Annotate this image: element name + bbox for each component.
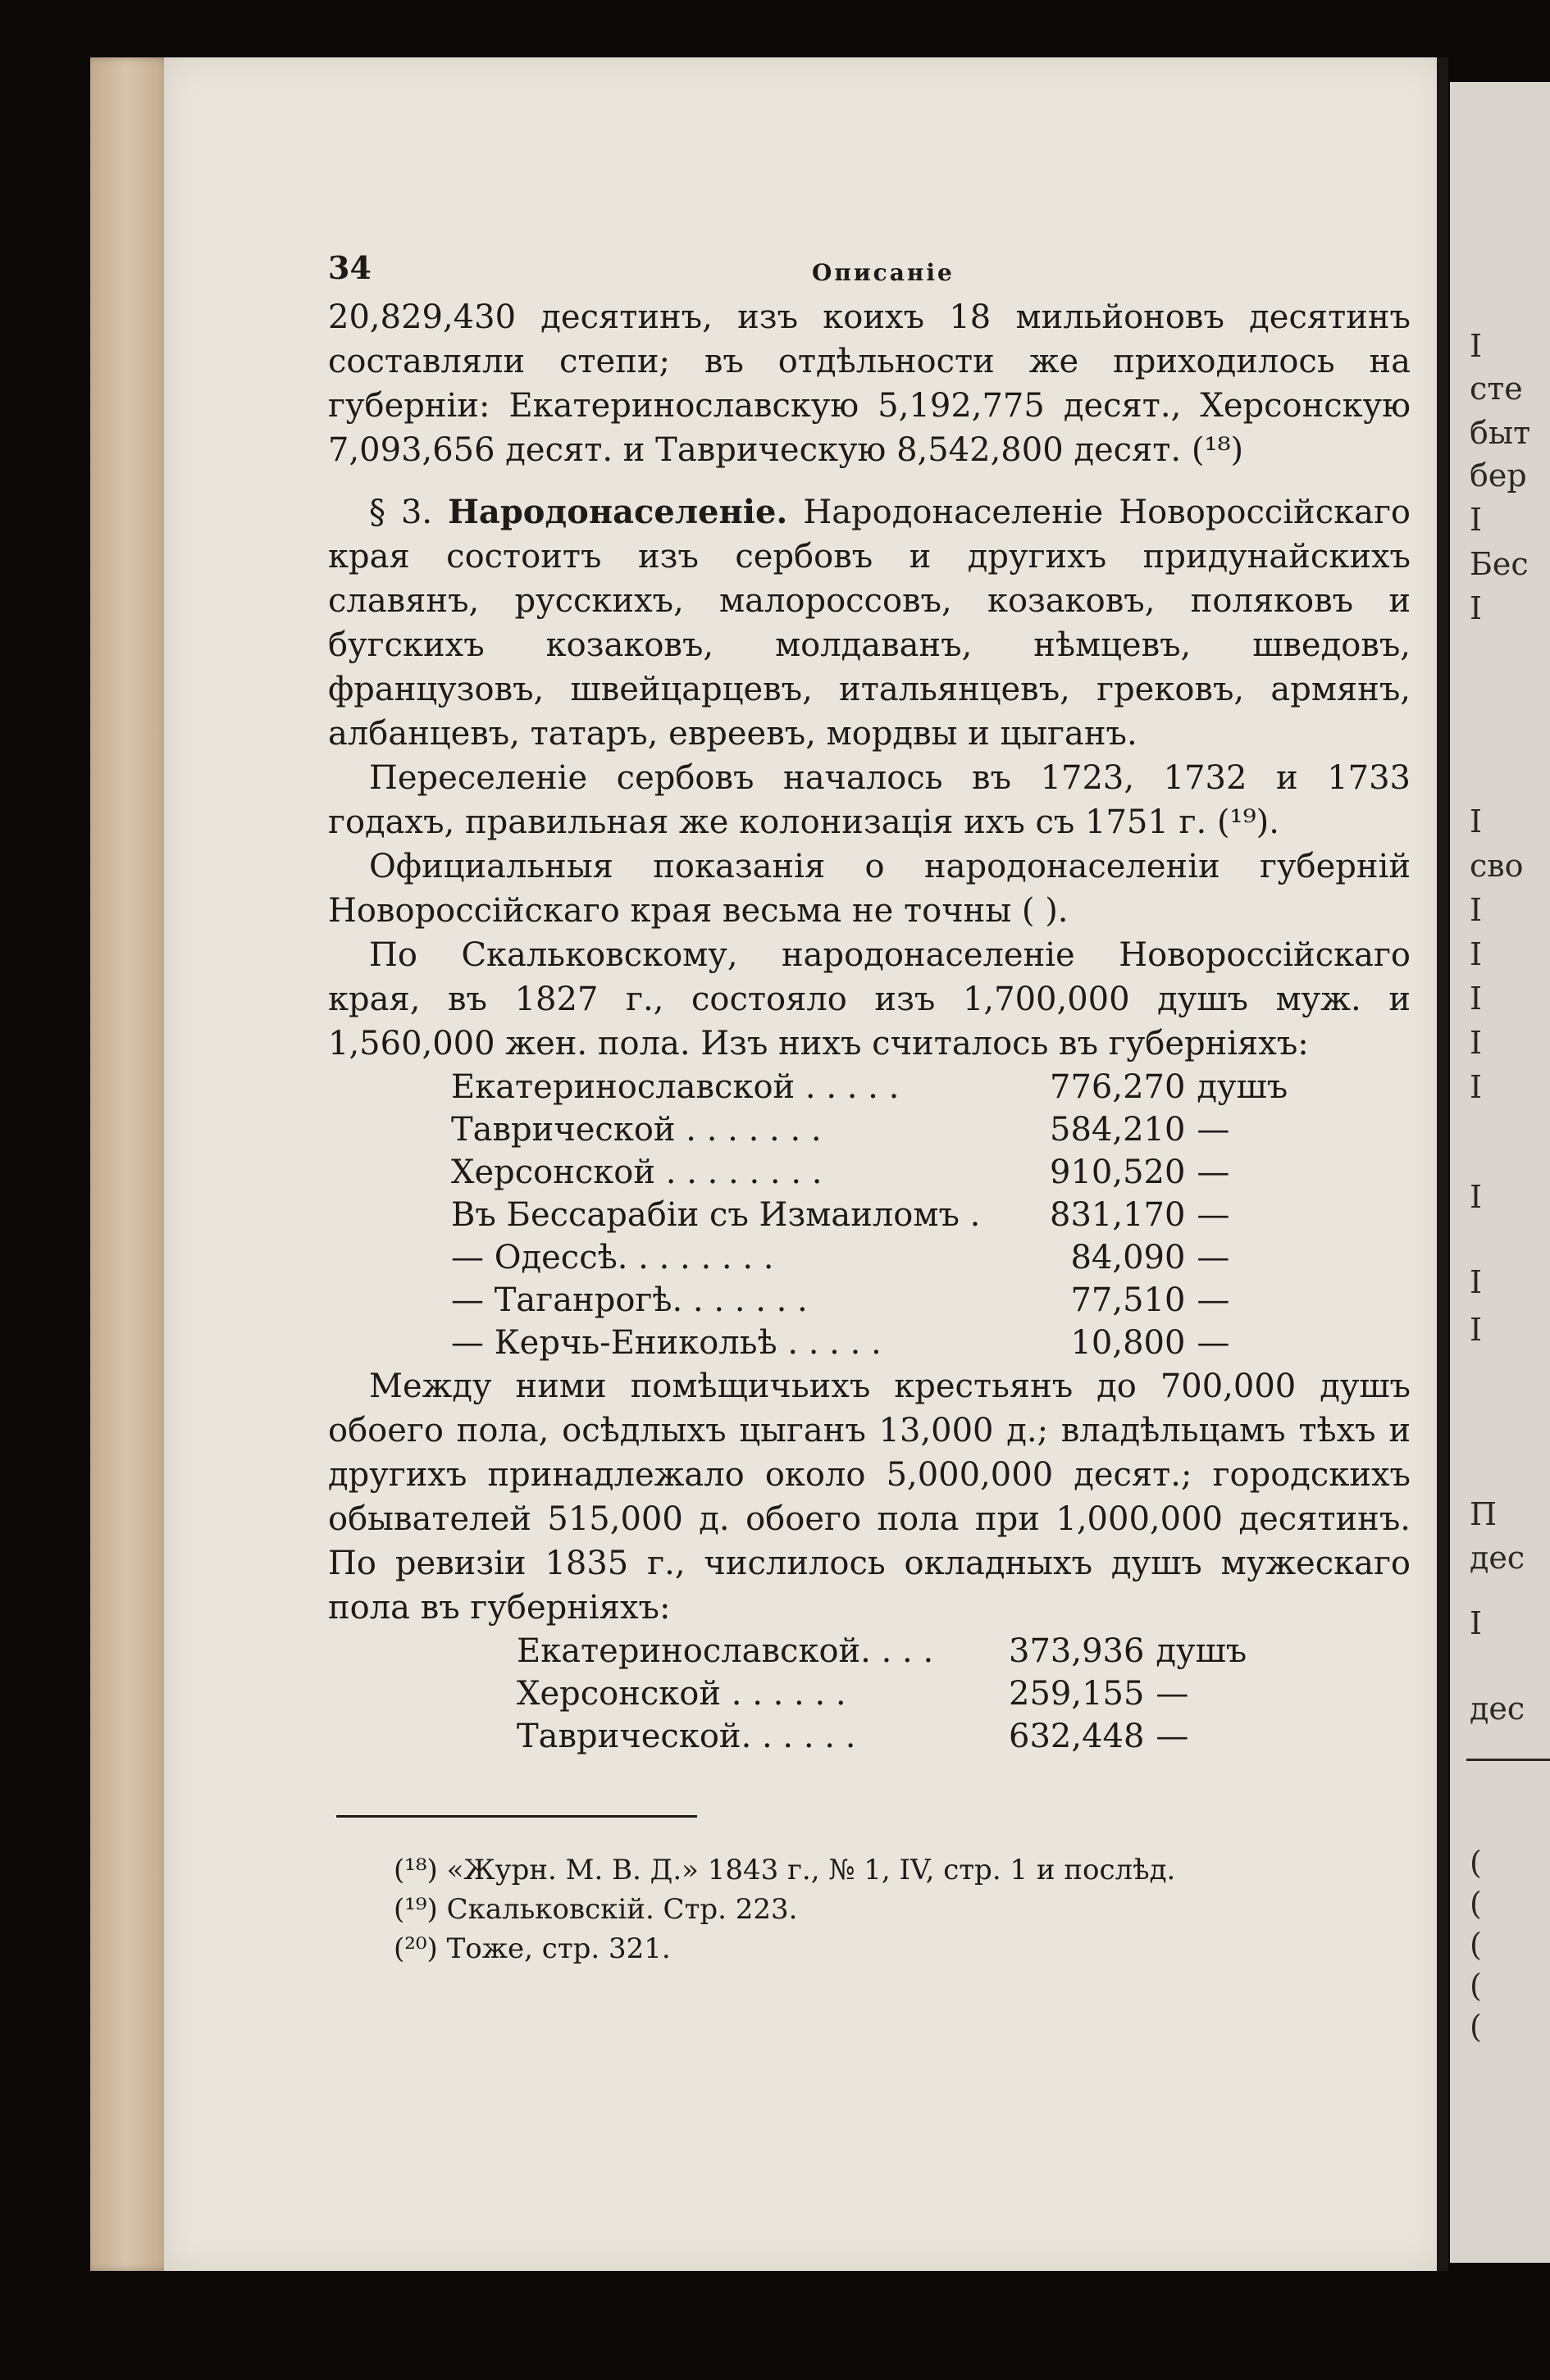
next-page-fragment: дес [1470,1540,1525,1576]
paragraph-area-text: 20,829,430 десятинъ, изъ коихъ 18 мильйоновъ десятинъ составляли степи; въ отдѣльности же приходилось на губерніи: Екатеринославскую 5,192,775 десят., Херсонскую 7,093,656 десят. и Таврическую 8,542,800 десят. [328,298,1411,469]
next-page-fragment: I [1470,328,1483,364]
next-page-edge [1450,82,1550,2263]
paragraph-official: Официальныя показанія о народонаселеніи губерній Новороссійскаго края весьма не точны ( ). [328,848,1411,930]
row-unit: — [1197,1324,1230,1362]
next-page-fragment: сте [1470,371,1523,407]
next-page-fragment: I [1470,1025,1483,1061]
footnote-20 [394,1929,1411,1968]
paragraph-area [328,295,1411,472]
footnote-18 [394,1850,1411,1890]
next-page-fragment: быт [1470,415,1531,451]
row-unit: — [1197,1154,1230,1191]
next-page-fragment: I [1470,1605,1483,1641]
row-label: Херсонской . . . . . . [517,1675,846,1713]
footnote-19 [394,1890,1411,1929]
table-row [517,1715,1254,1758]
paragraph-settlement [328,756,1411,844]
running-head-title: Описаніе [812,259,955,286]
row-unit: — [1197,1239,1230,1276]
section-mark: § 3. [369,494,433,531]
section-text: Народонаселеніе Новороссійскаго края состоитъ изъ сербовъ и другихъ придунайскихъ славянъ, русскихъ, малороссовъ, козаковъ, поляковъ и бугскихъ козаковъ, молдаванъ, нѣмцевъ, шведовъ, французовъ, швейцарцевъ, итальянцевъ, грековъ, армянъ, албанцевъ, татаръ, евреевъ, мордвы и цыганъ. [328,494,1411,753]
row-unit: — [1156,1675,1189,1713]
row-unit: душъ [1156,1632,1247,1670]
row-label: — Одессѣ. . . . . . . . [451,1239,774,1276]
table-row [451,1322,1295,1364]
next-page-rule [1466,1759,1550,1761]
section-title: Народонаселеніе. [448,493,788,531]
row-label: Херсонской . . . . . . . . [451,1154,823,1191]
next-page-fragment: I [1470,590,1483,626]
table-row [451,1108,1295,1151]
row-value: 84,090 [1070,1239,1186,1276]
row-label: Въ Бессарабіи съ Измаиломъ . [451,1196,981,1234]
table-row [451,1279,1295,1322]
footnote-text: Тоже, стр. 321. [446,1932,671,1965]
footnote-rule [336,1815,697,1818]
next-page-fragment: П [1470,1496,1498,1532]
row-unit: душъ [1197,1068,1288,1106]
next-page-fragment: I [1470,1069,1483,1105]
row-label: Екатеринославской. . . . [517,1632,934,1670]
next-page-fragment: I [1470,892,1483,928]
paragraph-settlement-text: Переселеніе сербовъ началось въ 1723, 1732 и 1733 годахъ, правильная же колонизація ихъ съ 1751 г. [328,759,1411,841]
row-value: 910,520 [1050,1154,1186,1191]
row-label: — Керчь-Еникольѣ . . . . . [451,1324,882,1362]
row-value: 373,936 [1009,1632,1145,1670]
next-page-fragment: Бес [1470,546,1529,582]
footnote-text: Скальковскій. Стр. 223. [446,1893,798,1926]
paragraph-between: Между ними помѣщичьихъ крестьянъ до 700,000 душъ обоего пола, осѣдлыхъ цыганъ 13,000 д.; владѣльцамъ тѣхъ и другихъ принадлежало около 5,000,000 десят.; городскихъ обывателей 515,000 д. обоего пола при 1,000,000 десятинъ. По ревизіи 1835 г., числилось окладныхъ душъ мужескаго пола въ губерніяхъ: [328,1367,1411,1627]
row-label: Екатеринославской . . . . . [451,1068,900,1106]
next-page-fragment: ( [1470,2009,1482,2045]
row-value: 10,800 [1070,1324,1186,1362]
row-value: 584,210 [1050,1111,1186,1149]
next-page-fragment: сво [1470,848,1524,884]
page-number: 34 [328,249,372,286]
next-page-fragment: I [1470,803,1483,840]
next-page-fragment: I [1470,1312,1483,1348]
paragraph-skalkovsky: По Скальковскому, народонаселеніе Новороссійскаго края, въ 1827 г., состояло изъ 1,700,000 душъ муж. и 1,560,000 жен. пола. Изъ нихъ считалось въ губерніяхъ: [328,936,1411,1063]
row-value: 632,448 [1009,1718,1145,1755]
table-row [451,1194,1295,1236]
row-unit: — [1156,1718,1189,1755]
section-paragraph [328,490,1411,756]
footnote-mark: (²⁰) [394,1932,438,1965]
next-page-fragment: I [1470,981,1483,1017]
table-row [451,1066,1295,1108]
next-page-fragment: I [1470,936,1483,972]
row-unit: — [1197,1281,1230,1319]
footnote-text: «Журн. М. В. Д.» 1843 г., № 1, IV, стр. 1 и послѣд. [446,1854,1176,1886]
row-value: 259,155 [1009,1675,1145,1713]
next-page-fragment: бер [1470,457,1527,494]
row-label: — Таганрогѣ. . . . . . . [451,1281,808,1319]
running-head [328,246,1411,295]
next-page-fragment: дес [1470,1691,1525,1727]
row-unit: — [1197,1196,1230,1234]
footnote-mark: (¹⁹) [394,1893,438,1926]
next-page-fragment: I [1470,1264,1483,1300]
next-page-fragment: I [1470,1179,1483,1215]
next-page-fragment: I [1470,502,1483,538]
row-unit: — [1197,1111,1230,1149]
row-value: 776,270 [1050,1068,1186,1106]
row-label: Таврической . . . . . . . [451,1111,822,1149]
page-content [328,246,1411,1968]
next-page-fragment: ( [1470,1845,1482,1881]
next-page-fragment: ( [1470,1927,1482,1963]
table-row [517,1672,1254,1715]
row-value: 77,510 [1070,1281,1186,1319]
table-row [451,1151,1295,1194]
population-table-1827 [451,1066,1295,1364]
table-row [517,1630,1254,1672]
row-value: 831,170 [1050,1196,1186,1234]
next-page-fragment: ( [1470,1886,1482,1922]
footnote-ref-19: (¹⁹). [1216,803,1279,841]
footnote-mark: (¹⁸) [394,1854,438,1886]
population-table-1835 [517,1630,1254,1758]
row-label: Таврической. . . . . . [517,1718,856,1755]
table-row [451,1236,1295,1279]
footnote-ref-18: (¹⁸) [1191,431,1244,469]
next-page-fragment: ( [1470,1968,1482,2004]
page-gutter [1437,57,1448,2271]
